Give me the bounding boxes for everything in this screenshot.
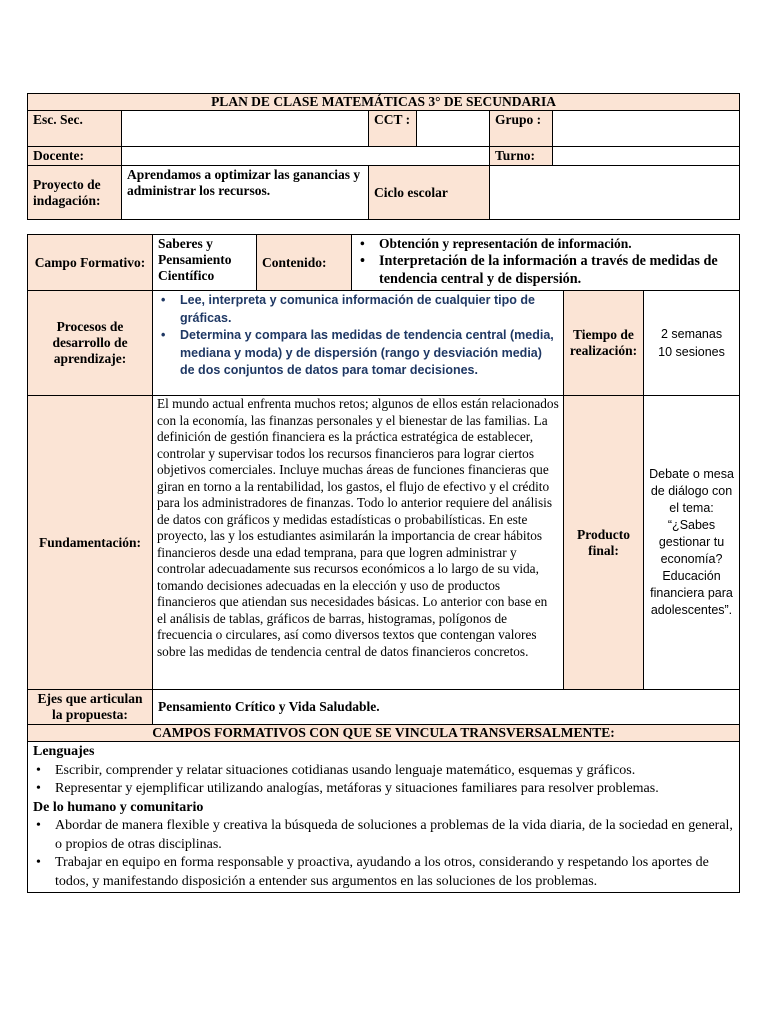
campo-label: Campo Formativo:: [28, 235, 153, 291]
proyecto-label: Proyecto de indagación:: [28, 166, 122, 220]
cct-field[interactable]: [417, 111, 490, 147]
plan-table: [27, 234, 740, 893]
ejes-value: Pensamiento Crítico y Vida Saludable.: [153, 690, 740, 725]
contenido-list: [352, 235, 740, 291]
tiempo-label: Tiempo de realización:: [564, 291, 644, 396]
esc-sec-label: Esc. Sec.: [28, 111, 122, 147]
transversal-body: [28, 742, 740, 893]
tiempo-sesiones: 10 sesiones: [658, 345, 725, 359]
turno-field[interactable]: [553, 147, 740, 166]
procesos-item: • Determina y compara las medidas de tendencia central (media, mediana y moda) y de dispersión (rango y desviación media) de dos conjuntos de datos para tomar decisiones.: [158, 327, 558, 380]
proyecto-value: Aprendamos a optimizar las ganancias y administrar los recursos.: [122, 166, 369, 220]
lenguajes-title: Lenguajes: [33, 744, 95, 759]
producto-label: Producto final:: [564, 396, 644, 690]
procesos-item: • Lee, interpreta y comunica información de cualquier tipo de gráficas.: [158, 292, 558, 327]
tiempo-value: [644, 291, 740, 396]
fundamentacion-label: Fundamentación:: [28, 396, 153, 690]
ciclo-label: Ciclo escolar: [369, 166, 490, 220]
turno-label: Turno:: [490, 147, 553, 166]
cct-label: CCT :: [369, 111, 417, 147]
docente-field[interactable]: [122, 147, 490, 166]
procesos-label: Procesos de desarrollo de aprendizaje:: [28, 291, 153, 396]
plan-title: PLAN DE CLASE MATEMÁTICAS 3° DE SECUNDARIA: [28, 94, 740, 111]
esc-sec-field[interactable]: [122, 111, 369, 147]
fundamentacion-text: El mundo actual enfrenta muchos retos; algunos de ellos están relacionados con la economía, las finanzas personales y el bienestar de las familias. La definición de gestión financiera es la práctica estratégica de establecer, controlar y supervisar todos los recursos financieros para lograr ciertos objetivos comerciales. Incluye muchas áreas de funciones financieras que giran en torno a la rentabilidad, los gastos, el flujo de efectivo y el crédito para los administradores de finanzas. Todo lo anterior requiere del análisis de datos con gráficos y medidas estadísticas o probabilísticas. En este proyecto, las y los estudiantes asimilarán la importancia de crear hábitos financieros desde una edad temprana, para que logren administrar y controlar adecuadamente sus recursos económicos a lo largo de su vida, tomando decisiones adecuadas en la elección y uso de productos financieros que atiendan sus necesidades básicas. Lo anterior con base en el análisis de tablas, gráficos de barras, histogramas, polígonos de frecuencia o circulares, así como diversos textos que contengan valores sobre las medidas de tendencia central de datos financieros concretos.: [153, 396, 564, 690]
procesos-list: [153, 291, 564, 396]
producto-value: Debate o mesa de diálogo con el tema: “¿Sabes gestionar tu economía? Educación financiera para adolescentes”.: [644, 396, 740, 690]
grupo-label: Grupo :: [490, 111, 553, 147]
transversal-title: CAMPOS FORMATIVOS CON QUE SE VINCULA TRANSVERSALMENTE:: [28, 725, 740, 742]
campo-value: Saberes y Pensamiento Científico: [153, 235, 257, 291]
docente-label: Docente:: [28, 147, 122, 166]
ejes-label: Ejes que articulan la propuesta:: [28, 690, 153, 725]
humano-item: • Trabajar en equipo en forma responsable y proactiva, ayudando a los otros, considerando y respetando los aportes de todos, y manifestando disposición a entender sus argumentos en las soluciones de los problemas.: [33, 854, 734, 891]
header-table: [27, 93, 740, 220]
tiempo-semanas: 2 semanas: [660, 327, 723, 341]
grupo-field[interactable]: [553, 111, 740, 147]
humano-item: • Abordar de manera flexible y creativa la búsqueda de soluciones a problemas de la vida diaria, de la sociedad en general, o propios de otras disciplinas.: [33, 817, 734, 854]
contenido-item: • Obtención y representación de información.: [357, 236, 734, 252]
humano-title: De lo humano y comunitario: [33, 799, 204, 815]
ciclo-field[interactable]: [490, 166, 740, 220]
contenido-label: Contenido:: [257, 235, 352, 291]
lenguajes-item: • Escribir, comprender y relatar situaciones cotidianas usando lenguaje matemático, esquemas y gráficos.: [33, 762, 734, 781]
contenido-item: • Interpretación de la información a través de medidas de tendencia central y de dispersión.: [357, 252, 734, 288]
lenguajes-item: • Representar y ejemplificar utilizando analogías, metáforas y situaciones familiares para resolver problemas.: [33, 780, 734, 799]
